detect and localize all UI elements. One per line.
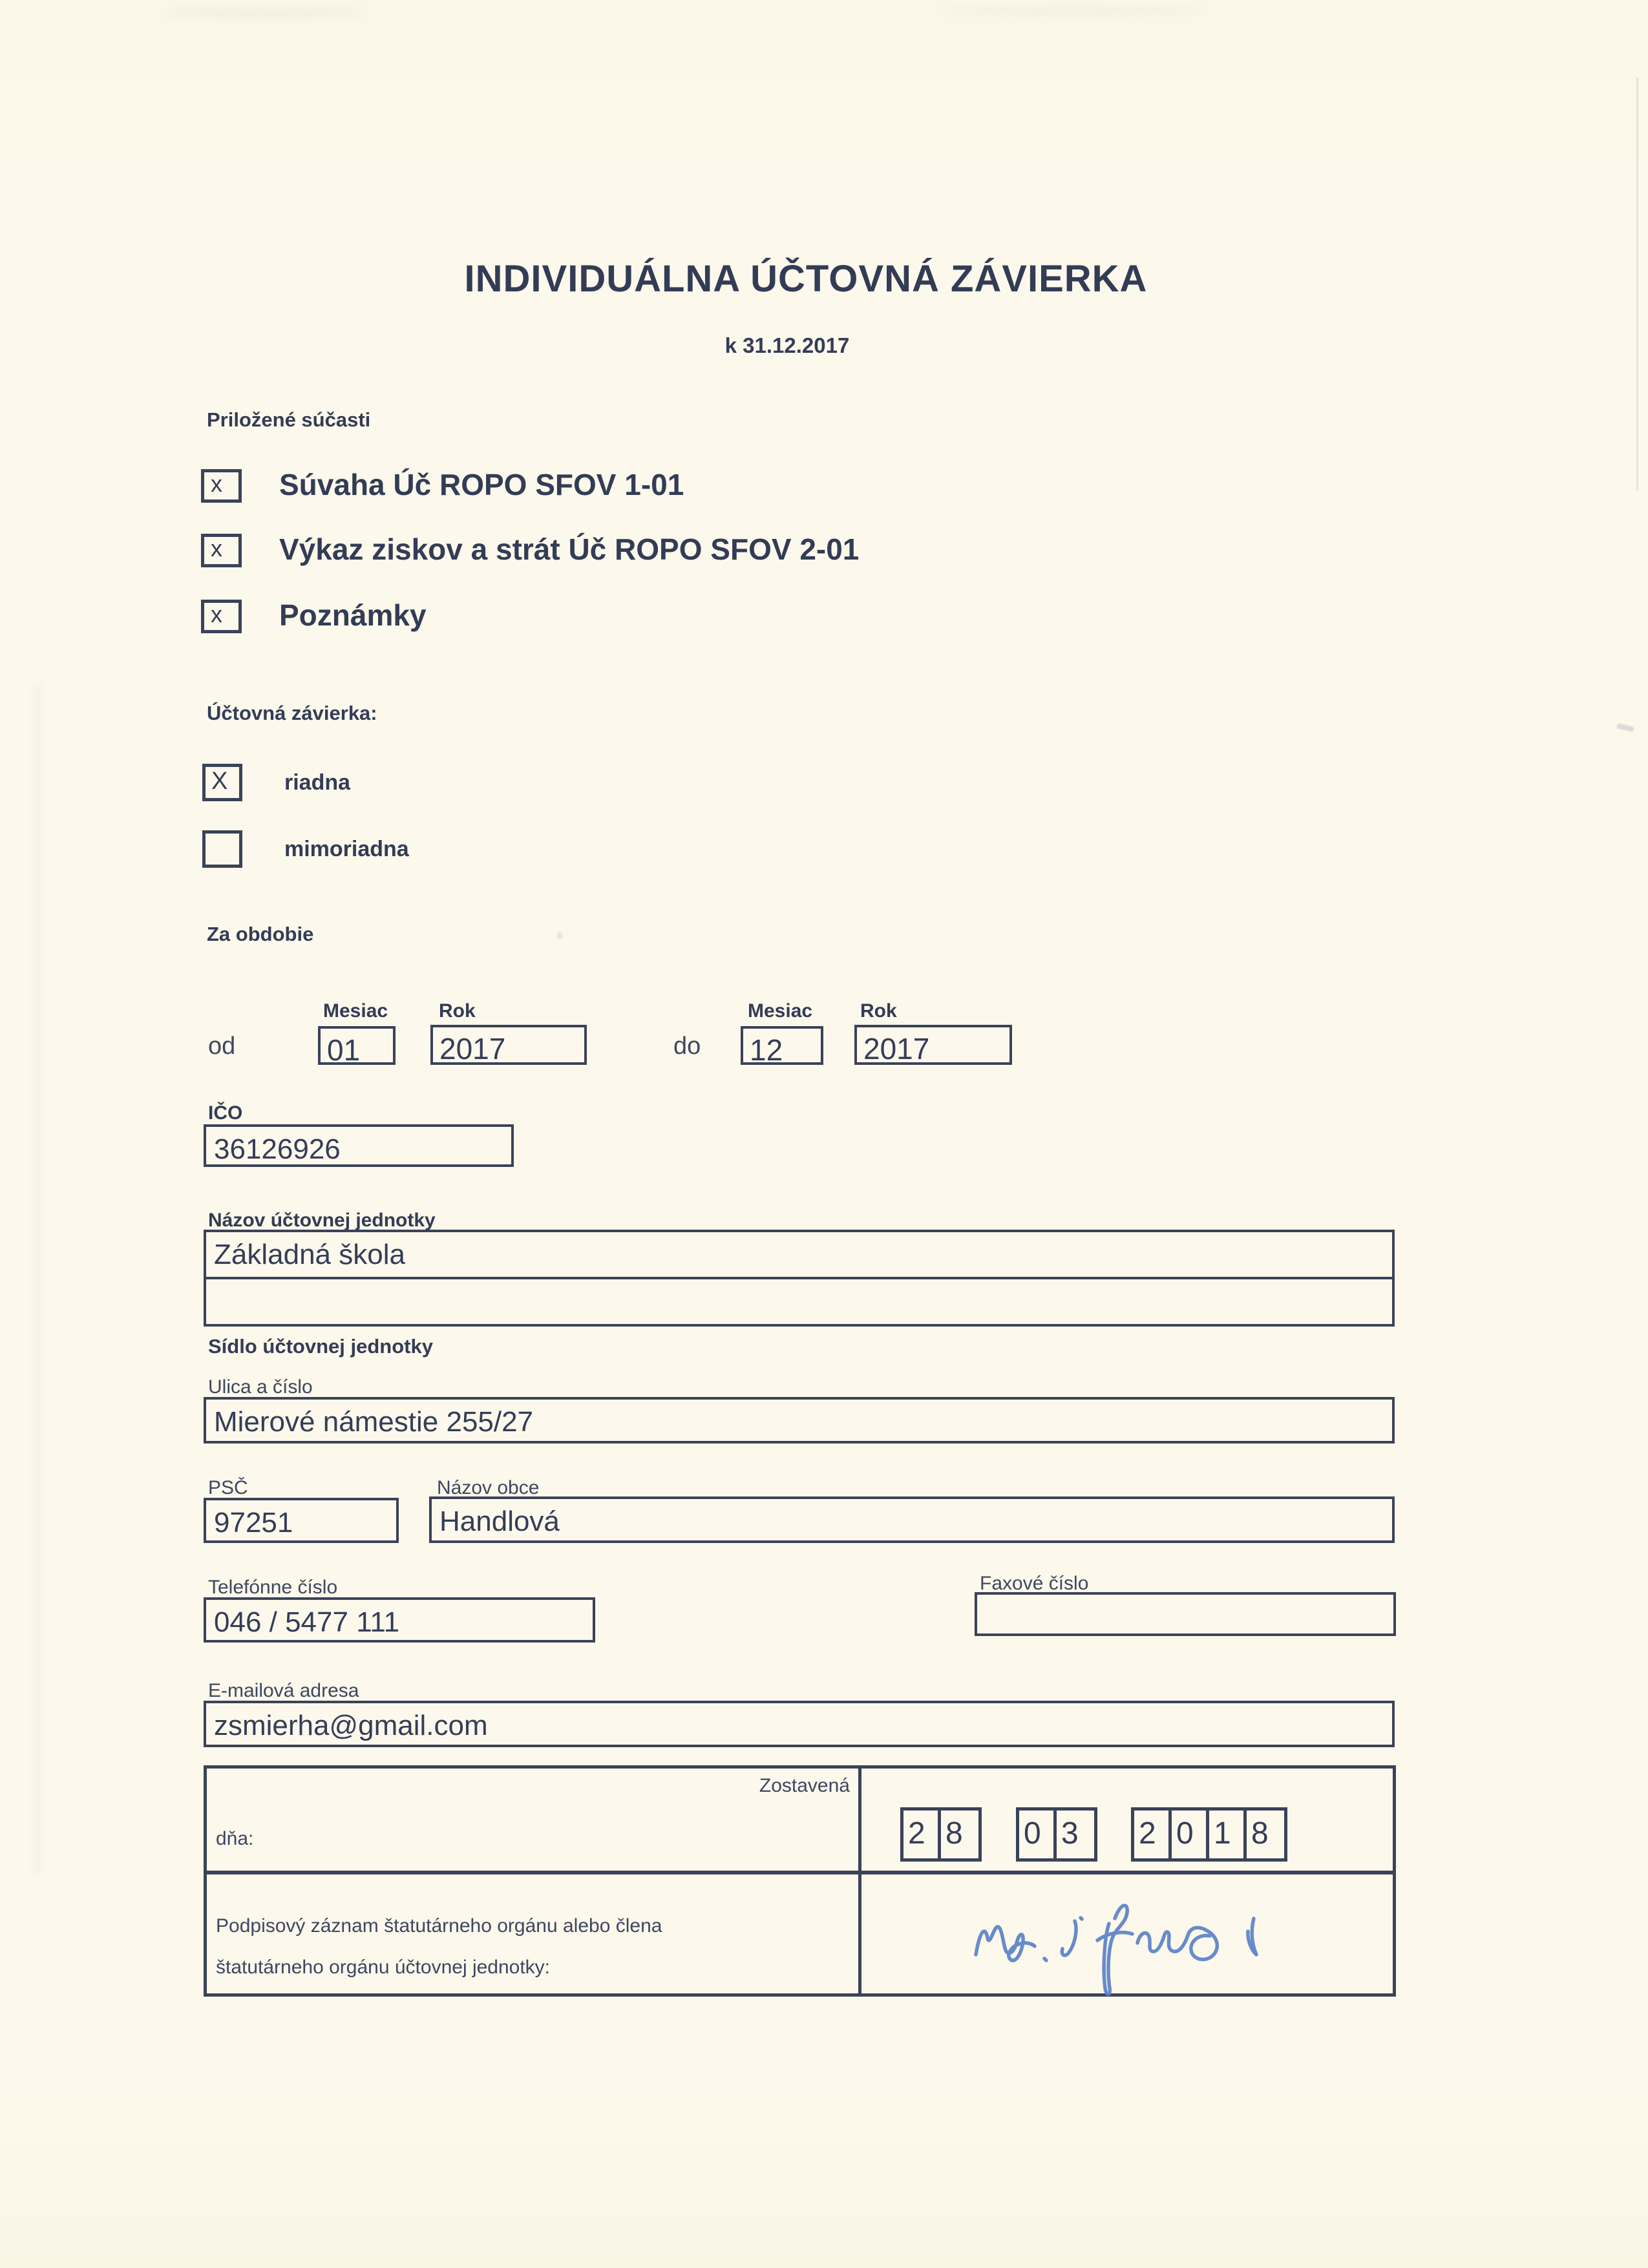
signature-table	[204, 1765, 1396, 1997]
street-value: Mierové námestie 255/27	[214, 1406, 534, 1438]
date-year-digit[interactable]: 1	[1209, 1811, 1247, 1858]
signature-handwriting	[918, 1891, 1318, 2000]
compiled-word: Zostavená	[759, 1775, 850, 1796]
email-value: zsmierha@gmail.com	[214, 1710, 488, 1741]
from-year-field[interactable]	[430, 1025, 587, 1065]
date-month-digit[interactable]: 0	[1019, 1811, 1057, 1858]
attachment-label-poznamky: Poznámky	[279, 598, 427, 632]
street-field[interactable]	[204, 1397, 1395, 1444]
ico-field[interactable]	[204, 1124, 514, 1167]
to-month-field[interactable]	[741, 1026, 823, 1065]
attachments-heading: Priložené súčasti	[207, 408, 371, 431]
checkbox-mark: x	[211, 535, 222, 562]
signatory-statement-label: Podpisový záznam štatutárneho orgánu alebo člena štatutárneho orgánu účtovnej jednotky:	[216, 1915, 662, 1978]
date-month-group[interactable]	[1016, 1807, 1097, 1862]
city-field[interactable]	[429, 1496, 1395, 1543]
to-month-label: Mesiac	[748, 1000, 813, 1022]
date-month-digit[interactable]: 3	[1061, 1816, 1079, 1851]
date-year-digit[interactable]: 8	[1251, 1816, 1269, 1851]
compiled-day-word: dňa:	[216, 1828, 254, 1849]
checkbox-mark: X	[211, 768, 228, 795]
phone-field[interactable]	[204, 1597, 595, 1643]
date-day-digit[interactable]: 2	[903, 1811, 941, 1858]
page-title: INDIVIDUÁLNA ÚČTOVNÁ ZÁVIERKA	[464, 258, 1148, 300]
scan-edge-artifact	[34, 685, 41, 1874]
checkbox-mark	[206, 860, 211, 865]
option-label-riadna: riadna	[284, 770, 351, 795]
fax-value	[977, 1595, 1393, 1601]
zip-value: 97251	[214, 1507, 293, 1538]
city-label: Názov obce	[437, 1477, 540, 1498]
phone-label: Telefónne číslo	[208, 1577, 338, 1598]
from-year-value: 2017	[439, 1032, 506, 1066]
fax-field[interactable]	[975, 1592, 1396, 1636]
to-year-label: Rok	[860, 1000, 897, 1022]
scan-smudge	[937, 6, 1209, 16]
ico-value: 36126926	[214, 1133, 341, 1165]
date-day-digit[interactable]: 8	[945, 1816, 963, 1851]
checkbox-vykaz[interactable]	[201, 534, 242, 567]
to-year-field[interactable]	[854, 1025, 1012, 1065]
checkbox-suvaha[interactable]	[201, 469, 242, 503]
signature-area[interactable]	[918, 1891, 1318, 2000]
entity-name-line1: Základná škola	[214, 1239, 405, 1270]
from-month-label: Mesiac	[323, 1000, 388, 1022]
from-year-label: Rok	[439, 1000, 476, 1022]
ico-label: IČO	[208, 1102, 243, 1124]
date-year-group[interactable]	[1131, 1807, 1287, 1862]
zip-label: PSČ	[208, 1477, 248, 1498]
as-of-date: k 31.12.2017	[724, 333, 850, 357]
table-vertical-divider	[858, 1769, 861, 1993]
from-month-value: 01	[327, 1033, 361, 1067]
city-value: Handlová	[439, 1506, 560, 1537]
from-label: od	[208, 1033, 236, 1060]
email-label: E-mailová adresa	[208, 1680, 359, 1701]
checkbox-mimoriadna[interactable]	[202, 830, 242, 868]
email-field[interactable]	[204, 1701, 1395, 1747]
scan-edge-artifact	[1636, 78, 1638, 491]
from-month-field[interactable]	[318, 1026, 396, 1065]
scan-speck	[1616, 723, 1634, 731]
entity-name-line2	[206, 1279, 1392, 1286]
date-day-group[interactable]	[900, 1807, 982, 1862]
seat-heading: Sídlo účtovnej jednotky	[208, 1335, 433, 1358]
attachment-label-suvaha: Súvaha Úč ROPO SFOV 1-01	[279, 468, 684, 501]
date-year-digit[interactable]: 0	[1172, 1811, 1209, 1858]
scan-smudge	[162, 8, 368, 18]
entity-name-label: Názov účtovnej jednotky	[208, 1210, 436, 1231]
entity-name-field[interactable]	[204, 1230, 1395, 1327]
checkbox-riadna[interactable]	[202, 764, 242, 801]
checkbox-poznamky[interactable]	[201, 600, 242, 633]
zip-field[interactable]	[204, 1498, 399, 1543]
period-heading: Za obdobie	[207, 923, 314, 945]
scan-speck	[557, 932, 562, 940]
to-month-value: 12	[750, 1033, 783, 1067]
option-label-mimoriadna: mimoriadna	[284, 836, 409, 861]
fax-label: Faxové číslo	[980, 1573, 1089, 1594]
checkbox-mark: x	[211, 601, 222, 627]
checkbox-mark: x	[211, 470, 222, 497]
street-label: Ulica a číslo	[208, 1376, 313, 1398]
to-label: do	[673, 1033, 701, 1060]
to-year-value: 2017	[863, 1032, 930, 1066]
closing-type-heading: Účtovná závierka:	[207, 702, 377, 724]
table-horizontal-divider	[207, 1871, 1393, 1874]
phone-value: 046 / 5477 111	[214, 1606, 400, 1638]
attachment-label-vykaz: Výkaz ziskov a strát Úč ROPO SFOV 2-01	[279, 532, 860, 566]
date-year-digit[interactable]: 2	[1134, 1811, 1172, 1858]
